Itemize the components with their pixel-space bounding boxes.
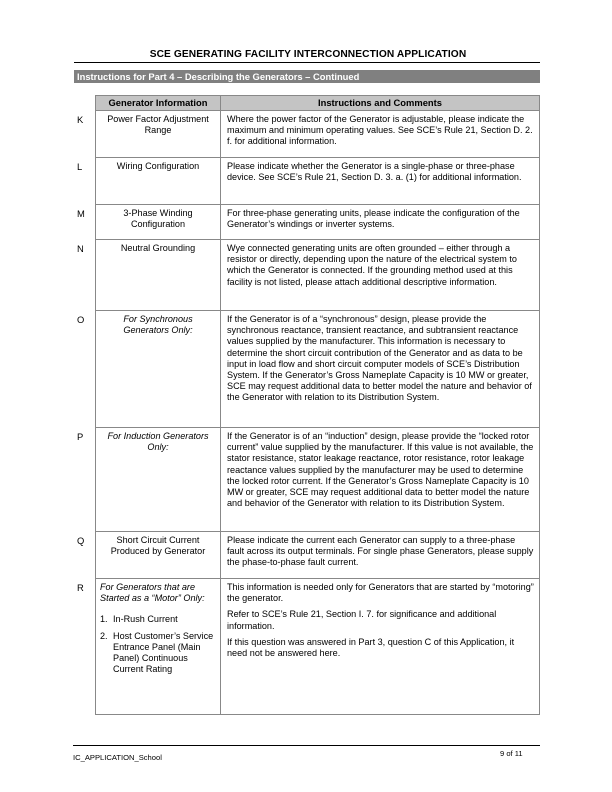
page-number: 9 of 11 (500, 749, 523, 758)
list-item (100, 614, 216, 625)
row-info: Wiring Configuration (96, 158, 221, 205)
document-title: SCE GENERATING FACILITY INTERCONNECTION APPLICATION (149, 49, 467, 60)
table-row (96, 111, 540, 158)
instruction-text: For three-phase generating units, please indicate the configuration of the Generator’s windings or inverter systems. (227, 208, 520, 230)
row-instructions (221, 428, 540, 532)
instruction-text: This information is needed only for Generators that are started by “motoring” the generator. (227, 582, 534, 604)
footer-document-id: IC_APPLICATION_School (73, 753, 162, 762)
row-instructions (221, 205, 540, 240)
column-header-info: Generator Information (96, 96, 221, 111)
table-row (96, 240, 540, 311)
table-row (96, 428, 540, 532)
list-text: In-Rush Current (113, 614, 178, 625)
list-text: Host Customer’s Service Entrance Panel (Main Panel) Continuous Current Rating (113, 630, 214, 675)
row-info: Short Circuit Current Produced by Generator (96, 532, 221, 579)
list-item (100, 631, 216, 676)
column-header-instructions: Instructions and Comments (221, 96, 540, 111)
row-instructions (221, 579, 540, 715)
table-row (96, 579, 540, 715)
row-letter-p: P (77, 431, 84, 442)
row-instructions (221, 158, 540, 205)
sub-item-list (100, 614, 216, 675)
instruction-text: Wye connected generating units are often grounded – either through a resistor or directly, depending upon the nature of the electrical system to which the Generator is connected. If the grounding method used at this facility is not listed, please attach additional descriptive information. (227, 243, 517, 287)
row-info: Neutral Grounding (96, 240, 221, 311)
row-letter-k: K (77, 114, 84, 125)
row-letter-m: M (77, 208, 85, 219)
row-letter-l: L (77, 161, 83, 172)
instruction-text: If the Generator is of an “induction” design, please provide the “locked rotor current” value supplied by the manufacturer. If this value is not available, the stator resistance, stator leakage reactance, rotor resistance, rotor leakage reactance values supplied by the manufacturer may be used to determine the locked rotor current. If the Generator’s Gross Nameplate Capacity is 10 MW or greater, SCE may request additional data to better model the nature and behavior of the Generator with relation to its Distribution System. (227, 431, 534, 509)
row-letter-n: N (77, 243, 84, 254)
section-header: Instructions for Part 4 – Describing the Generators – Continued (74, 70, 540, 83)
row-letter-r: R (77, 582, 84, 593)
row-info: For Synchronous Generators Only: (96, 311, 221, 428)
table-row (96, 205, 540, 240)
table-header-row (96, 96, 540, 111)
row-info: 3-Phase Winding Configuration (96, 205, 221, 240)
instruction-text: Refer to SCE’s Rule 21, Section I. 7. for significance and additional information. (227, 609, 497, 631)
row-info: Power Factor Adjustment Range (96, 111, 221, 158)
list-number: 2. (100, 630, 108, 641)
table-row (96, 532, 540, 579)
generator-instructions-table (95, 95, 540, 715)
row-instructions (221, 532, 540, 579)
row-instructions (221, 111, 540, 158)
row-info: For Induction Generators Only: (96, 428, 221, 532)
instruction-text: Where the power factor of the Generator is adjustable, please indicate the maximum and minimum operating values. See SCE’s Rule 21, Section D. 2. f. for additional information. (227, 114, 533, 147)
table-row (96, 311, 540, 428)
row-instructions (221, 311, 540, 428)
row-letter-q: Q (77, 535, 85, 546)
instruction-text: If this question was answered in Part 3, question C of this Application, it need not be answered here. (227, 636, 515, 659)
footer-rule (73, 745, 540, 746)
table-row (96, 158, 540, 205)
title-rule (74, 62, 540, 63)
row-info-cell (96, 579, 221, 715)
list-number: 1. (100, 614, 108, 625)
instruction-text: If the Generator is of a “synchronous” design, please provide the synchronous reactance, transient reactance, and subtransient reactance values supplied by the manufacturer. This information is necessary to determine the short circuit contribution of the Generator and as data to be input in load flow and short circuit computer models of SCE’s Distribution System. If the Generator’s Gross Nameplate Capacity is 10 MW or greater, SCE may request additional data to better model the nature and behavior of the Generator with relation to its Distribution System. (227, 314, 532, 403)
row-letter-o: O (77, 314, 85, 325)
instruction-text: Please indicate whether the Generator is a single-phase or three-phase device. See SCE’s Rule 21, Section D. 3. a. (1) for additional information. (227, 161, 522, 183)
row-instructions (221, 240, 540, 311)
row-info: For Generators that are Started as a “Motor” Only: (100, 582, 205, 604)
instruction-text: Please indicate the current each Generator can supply to a three-phase fault across its output terminals. For single phase Generators, please supply the phase-to-phase fault current. (227, 535, 534, 568)
